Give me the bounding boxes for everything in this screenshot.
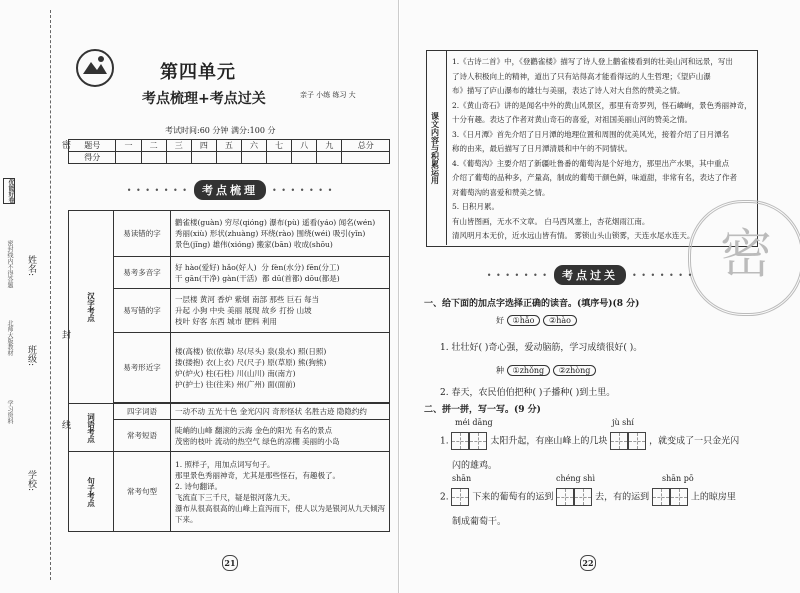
question-1-heading: 一、给下面的加点字选择正确的读音。(填序号)(8 分) [424, 299, 640, 309]
question-2-heading: 二、拼一拼，写一写。(9 分) [424, 405, 541, 415]
score-row-label: 得分 [69, 152, 116, 164]
dusheng-line: 景色(jǐng) 雄伟(xióng) 搬家(bān) 收成(shōu) [175, 240, 333, 249]
score-cell[interactable] [342, 152, 390, 164]
score-header-cell: 二 [141, 140, 166, 152]
margin-stripe-2: 北师大版教材 [6, 320, 13, 356]
duoyin-item: 分 fèn(水分) fēn(分工) [261, 262, 340, 272]
write-box[interactable] [610, 432, 628, 450]
label-juxing: 常考句型 [114, 452, 171, 532]
write-box[interactable] [451, 432, 469, 450]
label-xingjin: 易考形近字 [114, 333, 171, 403]
banner-check-label: 考点过关 [554, 265, 626, 285]
sizi-text: 一动不动 五光十色 金光闪闪 奇形怪状 名胜古迹 隐隐约约 [171, 404, 390, 420]
choice-option[interactable]: ①zhǒng [507, 365, 551, 376]
score-header-cell: 七 [267, 140, 292, 152]
page-number-left: 21 [222, 555, 238, 571]
left-page [0, 0, 399, 593]
poem-line: 了诗人积极向上的精神，道出了只有站得高才能看得远的人生哲理；《望庐山瀑 [452, 71, 711, 81]
label-xie: 易写错的字 [114, 289, 171, 333]
poem-side-label: 课文内容与积累运用 [426, 50, 447, 245]
duanyu-line: 陡峭的山峰 翻滚的云海 金色的阳光 有名的景点 [175, 425, 333, 435]
duoyin-item: 都 dū(首都) dōu(都是) [261, 273, 340, 283]
seal-line [50, 10, 51, 580]
seal-stamp-icon: 密 [688, 200, 800, 316]
write-box[interactable] [670, 488, 688, 506]
score-header-cell: 六 [241, 140, 266, 152]
seal-mark-2: 封 [60, 330, 70, 339]
write-box[interactable] [652, 488, 670, 506]
score-cell[interactable] [267, 152, 292, 164]
score-header-cell: 九 [317, 140, 342, 152]
xie-line: 一层楼 黄河 香炉 紫烟 南部 那些 巨石 每当 [175, 295, 320, 304]
duoyin-item: 干 gān(干净) gàn(干活) [175, 273, 258, 283]
poem-line: 4.《葡萄沟》主要介绍了新疆吐鲁番的葡萄沟是个好地方，那里出产水果，其中重点 [452, 158, 730, 168]
margin-stripe-brand: 优能好卷 [3, 178, 15, 204]
question-2-line-2: 2. 下来的葡萄有的运到 去，有的运到 上的晾房里 [440, 488, 736, 506]
review-table [68, 210, 390, 532]
seal-mark-1: 密 [60, 140, 70, 149]
poem-line: 2.《黄山奇石》讲的是闻名中外的黄山风景区，那里有奇罗列，怪石嶙峋，景色秀丽神奇， [452, 100, 752, 110]
xie-line: 枝叶 好客 东西 城市 肥料 利用 [175, 317, 277, 326]
juxing-line: 那里景色秀丽神奇，尤其是那些怪石，有趣极了。 [175, 470, 340, 480]
question-2-text: 太阳升起，有座山峰上的几块 [490, 436, 608, 447]
xingjin-line: 楼(高楼) 依(依靠) 尽(尽头) 泉(泉水) 照(日照) [175, 346, 327, 356]
score-header-cell: 一 [116, 140, 141, 152]
margin-stripe-1: 密封线内不得答题 [6, 240, 13, 288]
pinyin-label: méi dāng [455, 418, 493, 427]
score-header-cell: 三 [166, 140, 191, 152]
question-2-line-2-cont: 制成葡萄干。 [452, 517, 507, 527]
write-box[interactable] [469, 432, 487, 450]
choice-group-hao [496, 315, 577, 326]
duoyin-item: 好 hào(爱好) hǎo(好人) [175, 262, 257, 272]
pinyin-label: shān pō [662, 474, 694, 483]
question-2-line-1-cont: 闪的雄鸡。 [452, 461, 498, 471]
seal-mark-3: 线 [60, 420, 70, 429]
score-cell[interactable] [241, 152, 266, 164]
category-ciyu: 词语考点 [69, 404, 114, 452]
poem-line: 介绍了葡萄的品种多，产量高，制成的葡萄干颜色鲜，味道甜，非常有名，表达了作者 [452, 173, 737, 182]
label-sizi: 四字词语 [114, 404, 171, 420]
score-cell[interactable] [166, 152, 191, 164]
poem-line: 1.《古诗二首》中，《登鹳雀楼》描写了诗人登上鹳雀楼看到的壮美山河和远景，写出 [452, 57, 733, 66]
dusheng-line: 鹳雀楼(guàn) 穷尽(qióng) 瀑布(pù) 遥看(yáo) 闻名(wén) [175, 218, 376, 227]
question-2-line-1: 1. 太阳升起，有座山峰上的几块 ，就变成了一只金光闪 [440, 432, 739, 450]
label-dusheng: 易读错的字 [114, 211, 171, 257]
score-header-cell: 总分 [342, 140, 390, 152]
score-header-cell: 五 [216, 140, 241, 152]
score-cell[interactable] [317, 152, 342, 164]
score-cell[interactable] [141, 152, 166, 164]
unit-title: 第四单元 [160, 62, 236, 83]
pinyin-label: jù shí [612, 418, 634, 427]
write-box[interactable] [628, 432, 646, 450]
question-1-line-2[interactable]: 2. 春天，农民伯伯把种( )子播种( )到土里。 [440, 388, 616, 398]
poem-line: 5. 日积月累。 [452, 202, 500, 211]
juxing-line: 1. 照样子，用加点词写句子。 [175, 459, 275, 469]
poem-line: 称的由来，最后描写了日月潭清晨和中午的不同情状。 [452, 144, 632, 153]
banner-review-label: 考点梳理 [194, 180, 266, 200]
category-hanzi: 汉字考点 [69, 211, 114, 404]
xingjin-line: 炉(炉火) 柱(石柱) 川(山川) 南(南方) [175, 368, 296, 378]
choice-group-zhong [496, 365, 596, 376]
poem-line: 对葡萄沟的喜爱和赞美之情。 [452, 187, 550, 197]
question-2-text: ，就变成了一只金光闪 [649, 436, 740, 447]
score-header-cell: 题号 [69, 140, 116, 152]
banner-check: • • • • • • • 考点过关 • • • • • • • [430, 265, 750, 285]
choice-option[interactable]: ②zhòng [553, 365, 597, 376]
xingjin-line: 护(护士) 往(往来) 州(广州) 面(面前) [175, 379, 296, 389]
poem-line: 清风明月本无价，近水远山皆有情。 雾锁山头山锁雾，天连水尾水连天。 [452, 231, 695, 240]
write-box[interactable] [451, 488, 469, 506]
score-header-cell: 八 [292, 140, 317, 152]
juxing-line: 飞流直下三千尺，疑是银河落九天。 [175, 492, 295, 502]
question-1-line-1[interactable]: 1. 壮壮好( )奇心强，爱动脑筋，学习成绩很好( )。 [440, 343, 643, 353]
choice-option[interactable]: ②hào [543, 315, 577, 326]
score-cell[interactable] [216, 152, 241, 164]
score-cell[interactable] [292, 152, 317, 164]
write-box[interactable] [556, 488, 574, 506]
logo-icon [75, 48, 115, 88]
pinyin-label: chéng shì [556, 474, 595, 483]
pinyin-label: shān [452, 474, 472, 483]
exam-meta: 考试时间:60 分钟 满分:100 分 [165, 126, 276, 135]
banner-review: • • • • • • • 考点梳理 • • • • • • • [70, 180, 390, 200]
question-2-text: 下来的葡萄有的运到 [472, 492, 554, 503]
section-title: 考点梳理+考点过关 [142, 91, 266, 107]
score-table [68, 139, 390, 164]
title-tag: 亲子 小练 练习 大 [300, 91, 356, 99]
score-cell[interactable] [116, 152, 141, 164]
dusheng-line: 秀丽(xiù) 形状(zhuàng) 环绕(rào) 围绕(wéi) 吸引(yǐn) [175, 229, 366, 238]
label-duoyin: 易考多音字 [114, 257, 171, 289]
choice-char: 好 [496, 316, 504, 325]
question-2-text: 去，有的运到 [595, 492, 650, 503]
score-cell[interactable] [191, 152, 216, 164]
xie-line: 升起 小狗 中央 美丽 展现 故乡 打扮 山坡 [175, 306, 312, 315]
label-duanyu: 常考短语 [114, 420, 171, 452]
xingjin-line: 搂(搂抱) 衣(上衣) 尺(尺子) 原(草原) 熊(狗熊) [175, 357, 327, 367]
school-field[interactable]: 学校: [26, 470, 36, 492]
write-box[interactable] [574, 488, 592, 506]
choice-char: 种 [496, 366, 504, 375]
class-field[interactable]: 班级: [26, 345, 36, 367]
margin-stripe-3: 学习资料 [6, 400, 13, 424]
duanyu-line: 茂密的枝叶 流动的热空气 绿色的凉棚 美丽的小岛 [175, 436, 340, 446]
name-field[interactable]: 姓名: [26, 255, 36, 277]
poem-line: 布》描写了庐山瀑布的雄壮与美丽，表达了诗人对大自然的赞美之情。 [452, 86, 685, 95]
juxing-line: 2. 诗句翻译。 [175, 481, 223, 491]
poem-line: 十分有趣。表达了作者对黄山奇石的喜爱，对祖国美丽山河的赞美之情。 [452, 115, 692, 124]
category-juzi: 句子考点 [69, 452, 114, 532]
choice-option[interactable]: ①hǎo [507, 315, 541, 326]
poem-line: 有山皆图画，无水不文章。 白马西风塞上，杏花烟雨江南。 [452, 216, 650, 226]
score-header-cell: 四 [191, 140, 216, 152]
juxing-line: 瀑布从很高很高的山峰上直泻而下，使人以为是银河从九天倾泻下来。 [175, 503, 385, 524]
question-2-text: 上的晾房里 [690, 492, 736, 503]
poem-line: 3.《日月潭》首先介绍了日月潭的地理位置和周围的优美风光，接着介绍了日月潭名 [452, 129, 730, 139]
page-number-right: 22 [580, 555, 596, 571]
